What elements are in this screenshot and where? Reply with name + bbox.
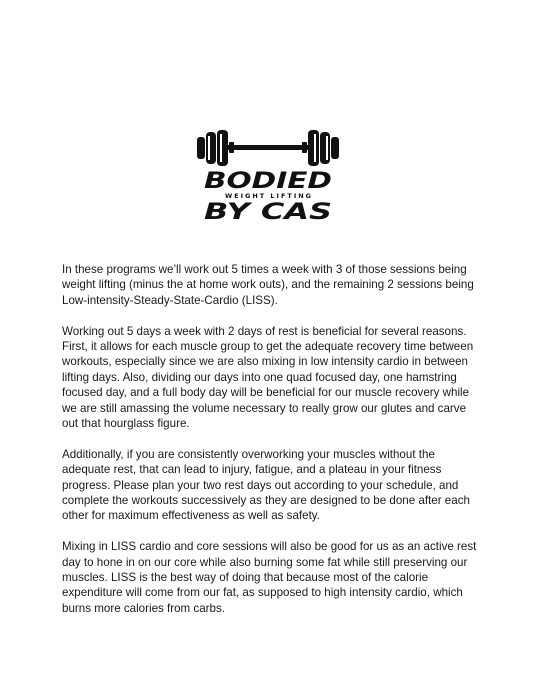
logo-subline: WEIGHT LIFTING — [225, 192, 311, 200]
brand-logo — [195, 124, 341, 224]
logo-line2: BY CAS — [204, 200, 332, 224]
body-text — [62, 262, 482, 632]
logo-wordmark — [195, 168, 341, 224]
paragraph-2: Working out 5 days a week with 2 days of rest is beneficial for several reasons. First, it allows for each muscle group to get the adequate recovery time between workouts, especially since we are also mixing in low intensity cardio in between lifting days. Also, dividing our days into one quad focused day, one hamstring focused day, and a full body day will be beneficial for our muscle recovery while we are still amassing the volume necessary to really grow our glutes and carve out that hourglass figure. — [62, 324, 474, 431]
paragraph-1: In these programs we’ll work out 5 times a week with 3 of those sessions being weight lifting (minus the at home work outs), and the remaining 2 sessions being Low-intensity-Steady-State-Cardio (LISS). — [62, 263, 474, 307]
logo-line1: BODIED — [204, 169, 332, 194]
paragraph-4: Mixing in LISS cardio and core sessions will also be good for us as an active rest day to hone in on our core while also burning some fat while still preserving our muscles. LISS is the best way of doing that because most of the calorie expenditure will come from our fat, as supposed to high intensity cardio, which burns more calories from carbs. — [62, 540, 477, 615]
paragraph-3: Additionally, if you are consistently overworking your muscles without the adequate rest, that can lead to injury, fatigue, and a plateau in your fitness progress. Please plan your two rest days out according to your schedule, and complete the workouts successively as they are designed to be done after each other for maximum effectiveness as well as safety. — [62, 447, 470, 523]
